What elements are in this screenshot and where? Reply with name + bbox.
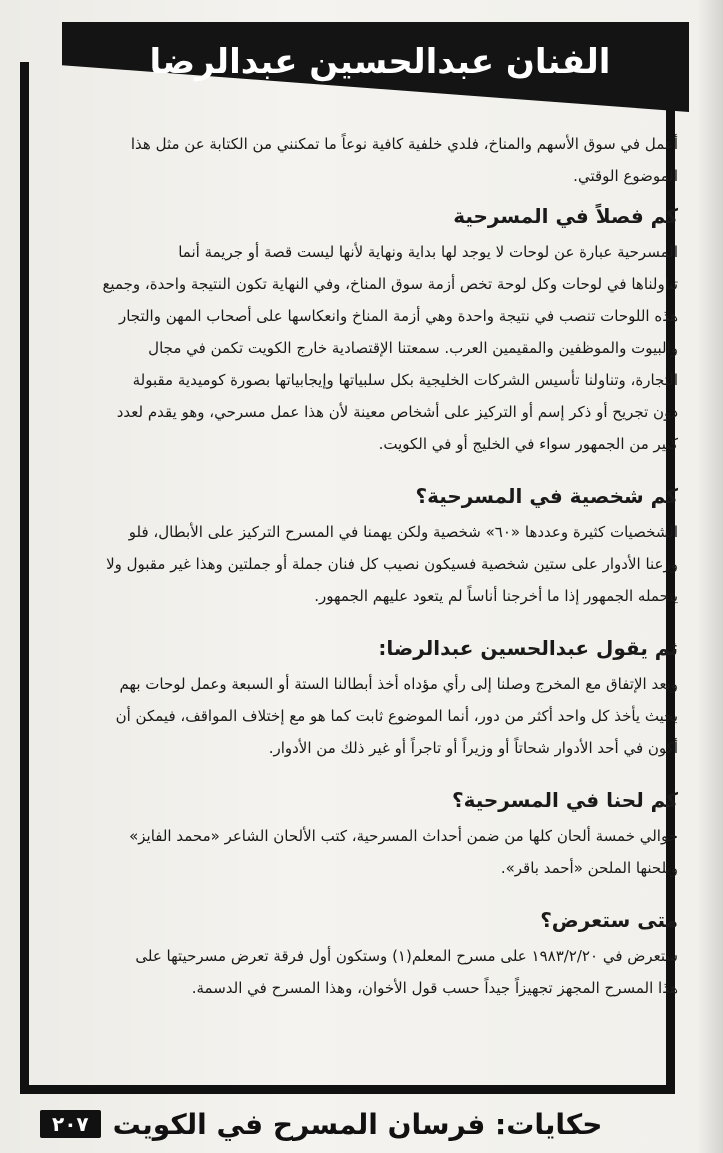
page-number: ٢٠٧: [40, 1110, 101, 1138]
section-heading: ثم يقول عبدالحسين عبدالرضا:: [378, 636, 678, 660]
body-line: التجارة، وتناولنا تأسيس الشركات الخليجية بكل سلبياتها وإيجابياتها بصورة كوميدية مقبولة: [132, 371, 678, 389]
chapter-title: الفنان عبدالحسين عبدالرضا: [149, 42, 611, 82]
section-heading: متى ستعرض؟: [540, 908, 678, 932]
body-line: تناولناها في لوحات وكل لوحة تخص أزمة سوق المناخ، وفي النهاية تكون النتيجة واحدة، وجميع: [102, 275, 678, 293]
page-edge-shadow: [697, 0, 723, 1153]
body-line: وبعد الإتفاق مع المخرج وصلنا إلى رأي مؤداه أخذ أبطالنا الستة أو السبعة وعمل لوحات بهم: [119, 675, 678, 693]
body-line: والبيوت والموظفين والمقيمين العرب. سمعتنا الإقتصادية خارج الكويت تكمن في مجال: [148, 339, 678, 357]
body-line: أكون في أحد الأدوار شحاتاً أو وزيراً أو تاجراً أو غير ذلك من الأدوار.: [268, 739, 678, 757]
body-line: هذه اللوحات تنصب في نتيجة واحدة وهي أزمة المناخ وانعكاسها على أصحاب المهن والتجار: [118, 307, 678, 325]
body-line: ويلحنها الملحن «أحمد باقر».: [500, 859, 678, 877]
body-line: دون تجريح أو ذكر إسم أو التركيز على أشخاص معينة لأن هذا عمل مسرحي، وهو يقدم لعدد: [116, 403, 678, 421]
body-line: بحيث يأخذ كل واحد أكثر من دور، أنما الموضوع ثابت كما هو مع إختلاف المواقف، فيمكن أن: [115, 707, 678, 725]
article-body: [78, 128, 678, 1058]
body-line: كبير من الجمهور سواء في الخليج أو في الكويت.: [378, 435, 678, 453]
body-line: يتحمله الجمهور إذا ما أخرجنا أناساً لم يتعود عليهم الجمهور.: [314, 587, 678, 605]
section-heading: كم فصلاً في المسرحية: [453, 204, 678, 228]
body-line: هذا المسرح المجهز تجهيزاً جيداً حسب قول الأخوان، وهذا المسرح في الدسمة.: [191, 979, 678, 997]
intro-line: الموضوع الوقتي.: [573, 167, 678, 185]
body-line: الشخصيات كثيرة وعددها «٦٠» شخصية ولكن يهمنا في المسرح التركيز على الأبطال، فلو: [128, 523, 678, 541]
body-line: حوالي خمسة ألحان كلها من ضمن أحداث المسرحية، كتب الألحان الشاعر «محمد الفايز»: [129, 827, 678, 845]
intro-line: أعمل في سوق الأسهم والمناخ، فلدي خلفية كافية نوعاً ما تمكنني من الكتابة عن مثل هذا: [130, 135, 678, 153]
section-heading: كم شخصية في المسرحية؟: [415, 484, 678, 508]
running-title: حكايات: فرسان المسرح في الكويت: [112, 1107, 603, 1141]
body-line: وزعنا الأدوار على ستين شخصية فسيكون نصيب كل فنان جملة أو جملتين وهذا غير مقبول ولا: [106, 555, 678, 573]
body-line: المسرحية عبارة عن لوحات لا يوجد لها بداية ونهاية لأنها ليست قصة أو جريمة أنما: [178, 243, 678, 261]
section-heading: كم لحنا في المسرحية؟: [451, 788, 678, 812]
page-footer: [40, 1100, 700, 1148]
body-line: ستعرض في ١٩٨٣/٢/٢٠ على مسرح المعلم(١) وستكون أول فرقة تعرض مسرحيتها على: [135, 947, 678, 965]
